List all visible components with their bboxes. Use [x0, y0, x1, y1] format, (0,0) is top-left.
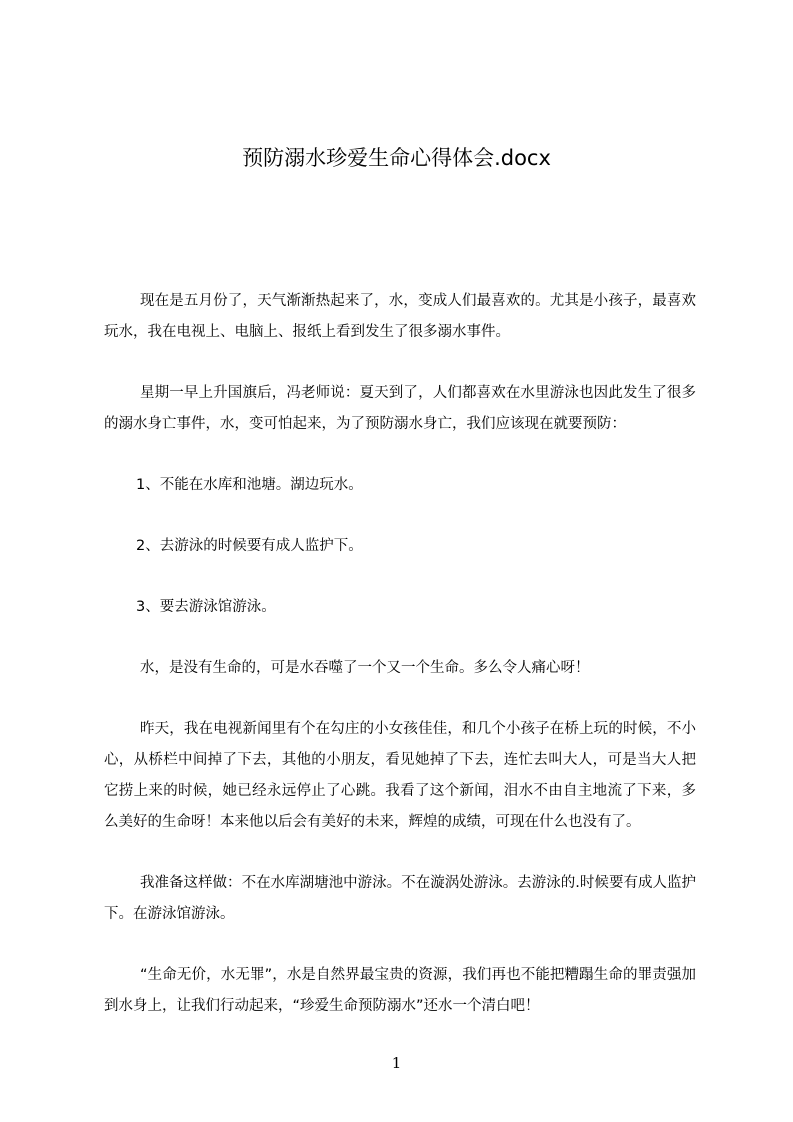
paragraph-conclusion: “生命无价，水无罪”，水是自然界最宝贵的资源，我们再也不能把糟蹋生命的罪责强加到水身上，让我们行动起来，“珍爱生命预防溺水”还水一个清白吧！ — [104, 967, 696, 1014]
document-title: 预防溺水珍爱生命心得体会.docx — [242, 146, 551, 170]
paragraph-water-lifeless: 水，是没有生命的，可是水吞噬了一个又一个生命。多么令人痛心呀！ — [140, 660, 590, 676]
paragraph-my-plan: 我准备这样做：不在水库湖塘池中游泳。不在漩涡处游泳。去游泳的.时候要有成人监护下。在游泳馆游泳。 — [104, 875, 696, 922]
paragraph-news-story: 昨天，我在电视新闻里有个在勾庄的小女孩佳佳，和几个小孩子在桥上玩的时候，不小心，从桥栏中间掉了下去，其他的小朋友，看见她掉了下去，连忙去叫大人，可是当大人把它捞上来的时候，她已经永远停止了心跳。我看了这个新闻，泪水不由自主地流了下来，多么美好的生命呀！本来他以后会有美好的未来，辉煌的成绩，可现在什么也没有了。 — [104, 721, 696, 830]
paragraph-intro: 现在是五月份了，天气渐渐热起来了，水，变成人们最喜欢的。尤其是小孩子，最喜欢玩水，我在电视上、电脑上、报纸上看到发生了很多溺水事件。 — [104, 293, 696, 340]
document-body — [104, 286, 696, 1052]
paragraph-teacher-advice: 星期一早上升国旗后，冯老师说：夏天到了，人们都喜欢在水里游泳也因此发生了很多的溺水身亡事件，水，变可怕起来，为了预防溺水身亡，我们应该现在就要预防： — [104, 385, 696, 432]
list-item-rule-3: 3、要去游泳馆游泳。 — [136, 599, 276, 615]
list-item-rule-1: 1、不能在水库和池塘。湖边玩水。 — [136, 477, 363, 493]
list-item-rule-2: 2、去游泳的时候要有成人监护下。 — [136, 538, 363, 554]
page-number: 1 — [391, 1054, 402, 1072]
